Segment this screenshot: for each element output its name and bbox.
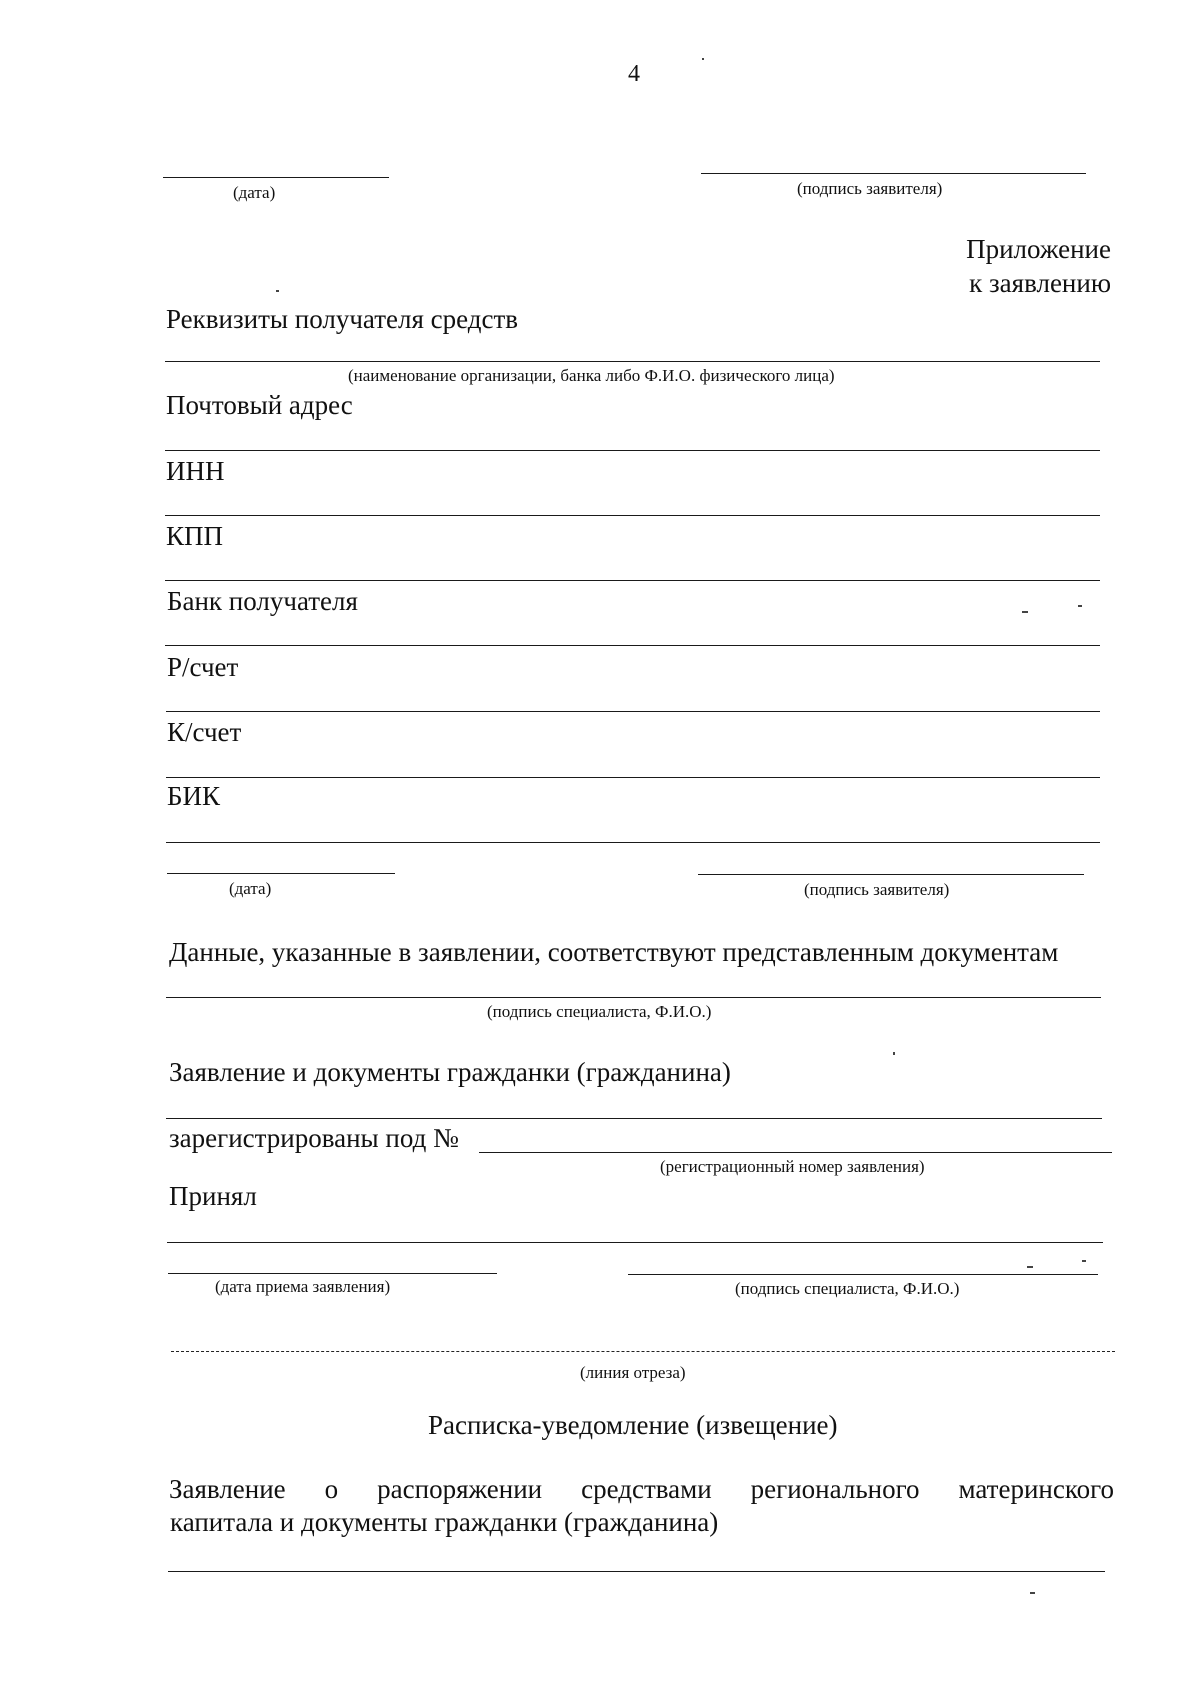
acceptance-date-caption: (дата приема заявления) [215, 1277, 391, 1296]
signature-line-top [701, 173, 1086, 174]
signature-line-mid [698, 874, 1084, 875]
accepted-line[interactable] [167, 1242, 1103, 1243]
date-caption-top: (дата) [233, 183, 276, 202]
cut-line-caption: (линия отреза) [580, 1363, 686, 1382]
bank-label: Банк получателя [167, 586, 358, 616]
date-caption-mid: (дата) [229, 879, 272, 898]
page-number: 4 [628, 61, 640, 87]
settlement-account-line[interactable] [166, 711, 1100, 712]
correspondent-account-label: К/счет [167, 717, 242, 747]
scan-speck [1027, 1266, 1033, 1268]
recipient-name-line [165, 361, 1100, 362]
bik-line[interactable] [166, 842, 1100, 843]
appendix-line1: Приложение [966, 234, 1111, 264]
bank-line[interactable] [165, 645, 1100, 646]
receipt-title: Расписка-уведомление (извещение) [428, 1410, 838, 1440]
acceptance-date-line [168, 1273, 497, 1274]
scan-speck [893, 1052, 895, 1055]
registration-number-line[interactable] [479, 1152, 1112, 1153]
inn-label: ИНН [166, 456, 225, 486]
kpp-line[interactable] [165, 580, 1100, 581]
bik-label: БИК [167, 781, 221, 811]
cut-line [171, 1351, 1115, 1352]
receipt-line1: Заявление о распоряжении средствами регионального материнского [169, 1474, 1114, 1504]
correspondent-account-line[interactable] [166, 777, 1100, 778]
verification-caption: (подпись специалиста, Ф.И.О.) [487, 1002, 712, 1021]
verification-signature-line[interactable] [166, 997, 1101, 998]
date-line-top [163, 177, 389, 178]
accepted-label: Принял [169, 1181, 257, 1211]
date-line-mid [167, 873, 395, 874]
registered-under-label: зарегистрированы под № [169, 1123, 459, 1153]
registration-line1-rule[interactable] [166, 1118, 1102, 1119]
requisites-title: Реквизиты получателя средств [166, 304, 519, 334]
scan-speck [1078, 605, 1082, 607]
inn-line[interactable] [165, 515, 1100, 516]
receipt-line2: капитала и документы гражданки (гражданина) [170, 1507, 719, 1537]
scan-speck [276, 290, 279, 292]
appendix-line2: к заявлению [969, 268, 1111, 298]
settlement-account-label: Р/счет [167, 652, 239, 682]
specialist-signature-caption: (подпись специалиста, Ф.И.О.) [735, 1279, 960, 1298]
scan-speck [1082, 1260, 1086, 1262]
signature-caption-top: (подпись заявителя) [797, 179, 943, 198]
receipt-rule[interactable] [168, 1571, 1105, 1572]
scan-speck [1022, 611, 1028, 613]
scan-speck [702, 58, 704, 60]
registration-number-caption: (регистрационный номер заявления) [660, 1157, 925, 1176]
scan-speck [1030, 1592, 1035, 1594]
recipient-name-caption: (наименование организации, банка либо Ф.И.О. физического лица) [348, 366, 835, 385]
verification-text: Данные, указанные в заявлении, соответствуют представленным документам [169, 937, 1059, 967]
postal-address-label: Почтовый адрес [166, 390, 353, 420]
postal-address-line[interactable] [165, 450, 1100, 451]
kpp-label: КПП [166, 521, 224, 551]
specialist-signature-line [628, 1274, 1098, 1275]
signature-caption-mid: (подпись заявителя) [804, 880, 950, 899]
registration-line1: Заявление и документы гражданки (гражданина) [169, 1057, 731, 1087]
